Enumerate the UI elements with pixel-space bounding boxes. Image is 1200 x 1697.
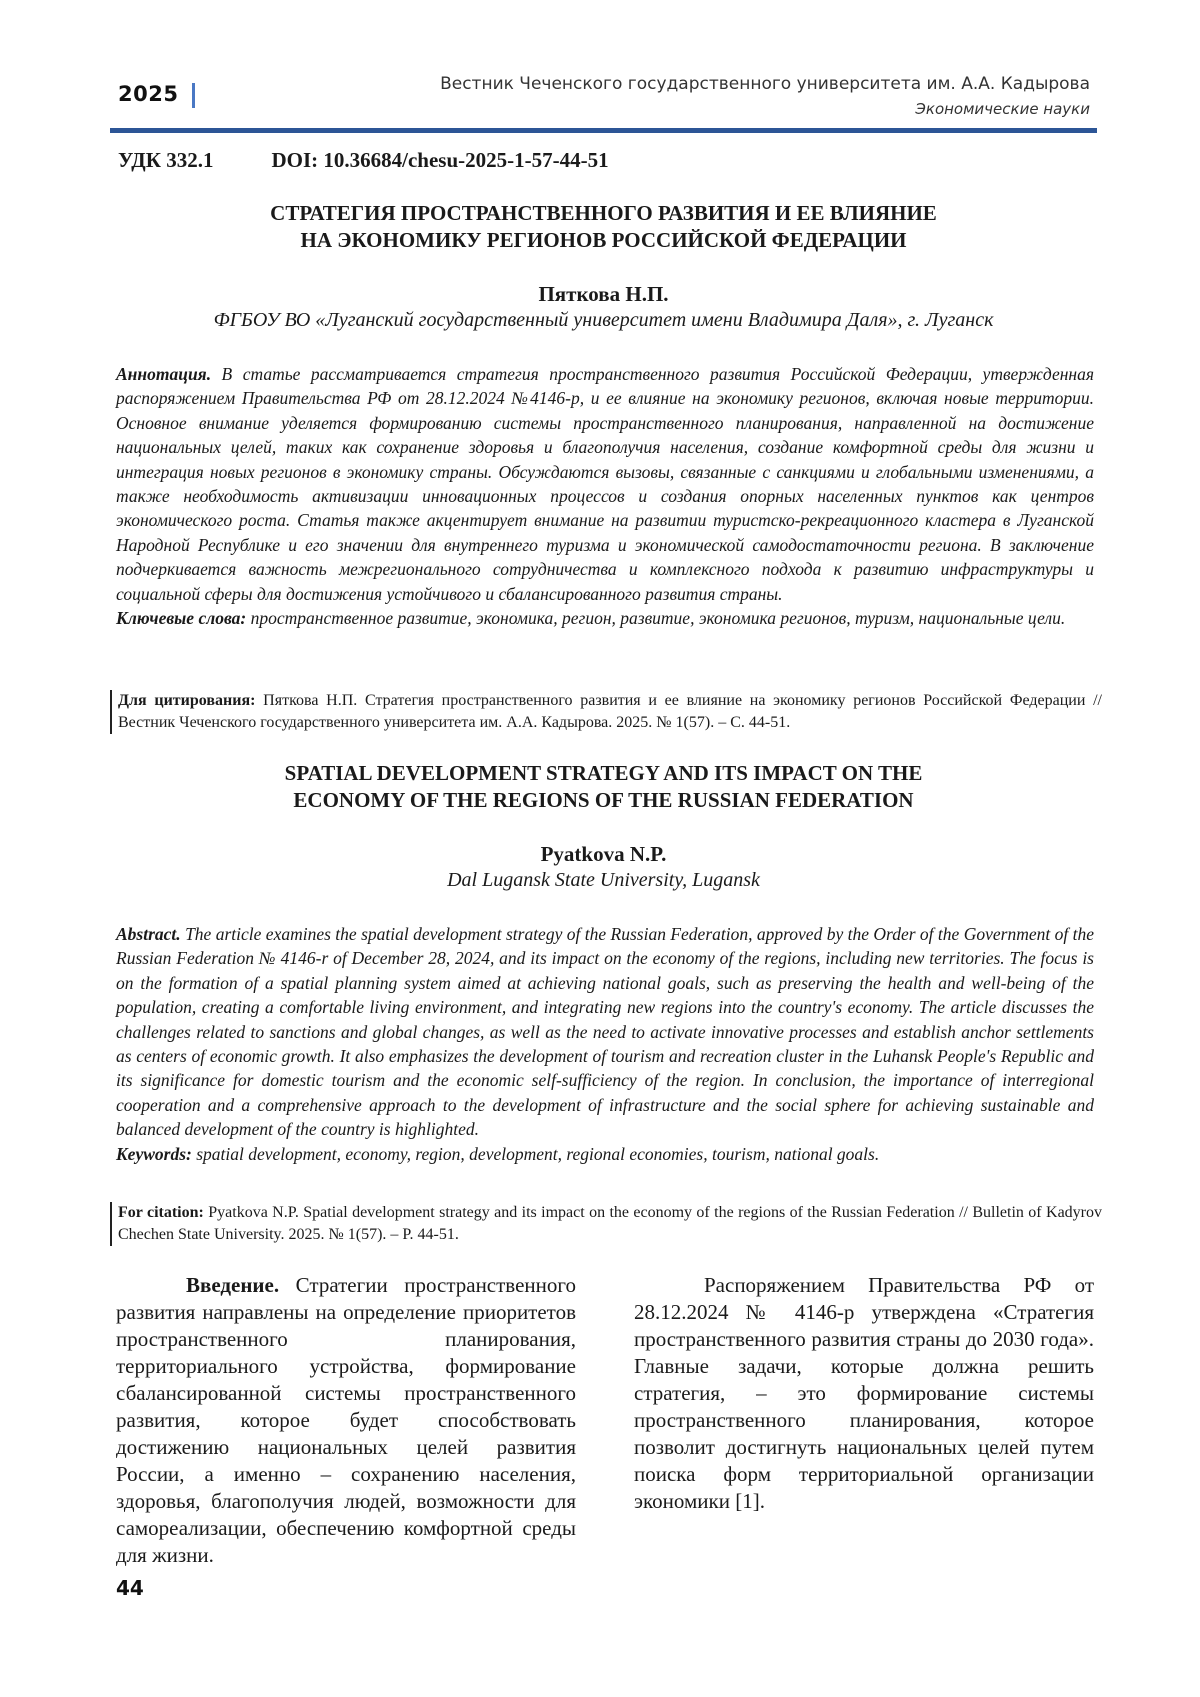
en-citation-label: For citation:	[118, 1204, 204, 1221]
body-right-column	[634, 1272, 1094, 1515]
body-left-column	[116, 1272, 576, 1569]
intro-text: Стратегии пространственного развития направлены на определение приоритетов пространственного планирования, территориального устройства, формирование сбалансированной системы пространственного развития, которое будет способствовать достижению национальных целей развития России, а именно – сохранению населения, здоровья, благополучия людей, возможности для самореализации, обеспечению комфортной среды для жизни.	[116, 1273, 576, 1567]
en-citation	[110, 1202, 1102, 1246]
ru-citation-text: Пяткова Н.П. Стратегия пространственного развития и ее влияние на экономику регионов Российской Федерации // Вестник Чеченского государственного университета им. А.А. Кадырова. 2025. № 1(57). – С. 44-51.	[118, 692, 1102, 731]
header-journal-title: Вестник Чеченского государственного университета им. А.А. Кадырова	[440, 74, 1090, 94]
en-affiliation: Dal Lugansk State University, Lugansk	[110, 869, 1097, 892]
ru-abstract	[116, 362, 1094, 630]
udk-doi-line	[118, 148, 609, 173]
ru-title	[110, 200, 1097, 254]
en-title-line1: SPATIAL DEVELOPMENT STRATEGY AND ITS IMPACT ON THE	[110, 760, 1097, 787]
ru-keywords	[116, 606, 1094, 630]
ru-keywords-text: пространственное развитие, экономика, регион, развитие, экономика регионов, туризм, национальные цели.	[251, 608, 1066, 628]
ru-author: Пяткова Н.П.	[110, 282, 1097, 307]
en-abstract-text: The article examines the spatial development strategy of the Russian Federation, approved by the Order of the Government of the Russian Federation № 4146-r of December 28, 2024, and its impact on the economy of the regions, including new territories. The focus is on the formation of a spatial planning system aimed at achieving national goals, such as preserving the health and well-being of the population, creating a comfortable living environment, and integrating new regions into the country's economy. The article discusses the challenges related to sanctions and global changes, as well as the need to activate innovative processes and establish anchor settlements as centers of economic growth. It also emphasizes the development of tourism and recreation cluster in the Luhansk People's Republic and its significance for domestic tourism and the economic self-sufficiency of the region. In conclusion, the importance of interregional cooperation and a comprehensive approach to the development of infrastructure and the social sphere for achieving sustainable and balanced development of the country is highlighted.	[116, 924, 1094, 1139]
en-keywords	[116, 1142, 1094, 1166]
intro-label: Введение.	[186, 1273, 279, 1297]
en-keywords-label: Keywords:	[116, 1144, 192, 1164]
ru-title-line1: СТРАТЕГИЯ ПРОСТРАНСТВЕННОГО РАЗВИТИЯ И ЕЕ ВЛИЯНИЕ	[110, 200, 1097, 227]
doi: DOI: 10.36684/chesu-2025-1-57-44-51	[271, 148, 608, 172]
ru-title-line2: НА ЭКОНОМИКУ РЕГИОНОВ РОССИЙСКОЙ ФЕДЕРАЦИИ	[110, 227, 1097, 254]
ru-keywords-label: Ключевые слова:	[116, 608, 246, 628]
header-year: 2025	[118, 82, 178, 106]
en-title	[110, 760, 1097, 814]
en-abstract	[116, 922, 1094, 1166]
en-abstract-label: Abstract.	[116, 924, 181, 944]
ru-citation-label: Для цитирования:	[118, 692, 255, 709]
udk: УДК 332.1	[118, 148, 213, 172]
en-title-line2: ECONOMY OF THE REGIONS OF THE RUSSIAN FEDERATION	[110, 787, 1097, 814]
ru-abstract-label: Аннотация.	[116, 364, 211, 384]
right-paragraph: Распоряжением Правительства РФ от 28.12.2024 № 4146-р утверждена «Стратегия пространственного развития страны до 2030 года». Главные задачи, которые должна решить стратегия, – это формирование системы пространственного планирования, которое позволит достигнуть национальных целей путем поиска форм территориальной организации экономики [1].	[634, 1273, 1094, 1513]
en-author: Pyatkova N.P.	[110, 842, 1097, 867]
header-section: Экономические науки	[915, 100, 1090, 118]
en-citation-text: Pyatkova N.P. Spatial development strategy and its impact on the economy of the regions of the Russian Federation // Bulletin of Kadyrov Chechen State University. 2025. № 1(57). – P. 44-51.	[118, 1204, 1102, 1243]
ru-abstract-text: В статье рассматривается стратегия пространственного развития Российской Федерации, утвержденная распоряжением Правительства РФ от 28.12.2024 №4146-р, и ее влияние на экономику регионов, включая новые территории. Основное внимание уделяется формированию системы пространственного планирования, направленной на достижение национальных целей, таких как сохранение здоровья и благополучия населения, создание комфортной среды для жизни и интеграция новых регионов в экономику страны. Обсуждаются вызовы, связанные с санкциями и глобальными изменениями, а также необходимость активизации инновационных процессов и создания опорных населенных пунктов как центров экономического роста. Статья также акцентирует внимание на развитии туристско-рекреационного кластера в Луганской Народной Республике и его значении для внутреннего туризма и экономической самодостаточности региона. В заключение подчеркивается важность межрегионального сотрудничества и комплексного подхода к развитию инфраструктуры и социальной сферы для достижения устойчивого и сбалансированного развития страны.	[116, 364, 1094, 604]
page-number: 44	[116, 1576, 144, 1600]
ru-affiliation: ФГБОУ ВО «Луганский государственный университет имени Владимира Даля», г. Луганск	[110, 309, 1097, 332]
header-divider	[192, 83, 195, 108]
ru-citation	[110, 690, 1102, 734]
header-rule	[110, 128, 1097, 133]
en-keywords-text: spatial development, economy, region, development, regional economies, tourism, national goals.	[196, 1144, 879, 1164]
